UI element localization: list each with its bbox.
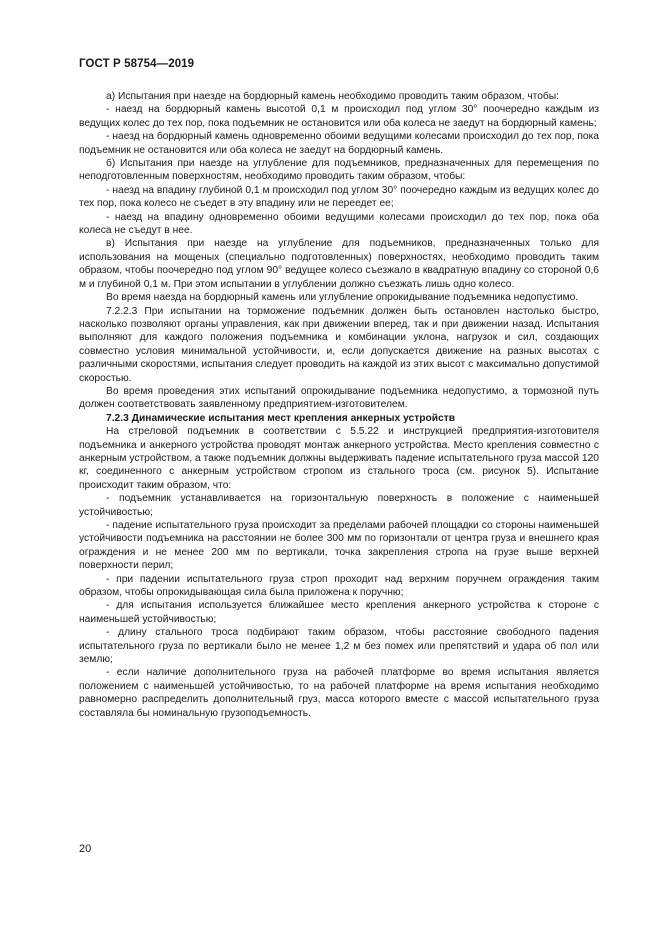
paragraph-7-2-2-3: 7.2.2.3 При испытании на торможение подъемник должен быть остановлен настолько быстро, насколько позволяют органы управления, как при движении вперед, так и при движении назад. Испытания выполняют для каждого положения подъемника и комбинации уклона, нагрузок и сил, создающих совместно условия минимальной устойчивости, и, если допускается движение на разных высотах с различными скоростями, испытания следует проводить на каждой из этих высот с максимально допустимой скоростью.	[79, 305, 599, 384]
paragraph: Во время наезда на бордюрный камень или углубление опрокидывание подъемника недопустимо.	[106, 292, 579, 304]
list-item: - если наличие дополнительного груза на рабочей платформе во время испытания является положением с наименьшей устойчивостью, то на рабочей платформе на время испытания необходимо равномерно распределить дополнительный груз, масса которого вместе с массой испытательного груза составляла бы номинальную грузоподъемность.	[79, 667, 599, 719]
list-item: - наезд на впадину глубиной 0,1 м происходил под углом 30° поочередно каждым из ведущих колес до тех пор, пока колесо не съедет в эту впадину или не переедет ее;	[79, 184, 599, 210]
list-item: - наезд на бордюрный камень высотой 0,1 м происходил под углом 30° поочередно каждым из ведущих колес до тех пор, пока подъемник не остановится или оба колеса не заедут на бордюрный камень;	[79, 104, 599, 129]
document-body	[79, 90, 599, 720]
list-item: - наезд на впадину одновременно обоими ведущими колесами происходил до тех пор, пока оба колеса не съедут в нее.	[79, 211, 599, 237]
paragraph-a-intro: а) Испытания при наезде на бордюрный камень необходимо проводить таким образом, чтобы:	[106, 91, 560, 102]
paragraph-b-intro: б) Испытания при наезде на углубление для подъемников, предназначенных для перемещения по неподготовленным поверхностям, необходимо проводить таким образом, чтобы:	[79, 158, 599, 183]
paragraph-v: в) Испытания при наезде на углубление для подъемников, предназначенных только для использования на мощеных (специально подготовленных) поверхностях, необходимо проводить таким образом, чтобы поочередно под углом 90° ведущее колесо съезжало в квадратную впадину со стороной 0,6 м и глубиной 0,1 м. При этом испытании в углублении должно съезжать лишь одно колесо.	[79, 238, 599, 290]
list-item: - падение испытательного груза происходит за пределами рабочей площадки со стороны наименьшей устойчивости подъемника на расстоянии не более 300 мм по горизонтали от центра груза и внешнего края ограждения и не менее 200 мм по вертикали, точка закрепления стропа на грузе выше верхней поверхности перил;	[79, 520, 599, 572]
document-header: ГОСТ Р 58754—2019	[79, 58, 195, 70]
list-item: - для испытания используется ближайшее место крепления анкерного устройства к стороне с наименьшей устойчивостью;	[79, 600, 599, 625]
list-item: - подъемник устанавливается на горизонтальную поверхность в положение с наименьшей устойчивостью;	[79, 493, 599, 518]
list-item: - длину стального троса подбирают таким образом, чтобы расстояние свободного падения испытательного груза по вертикали было не менее 1,2 м без помех или препятствий и удара об пол или землю;	[79, 627, 599, 666]
list-item: - наезд на бордюрный камень одновременно обоими ведущими колесами происходил до тех пор, пока подъемник не остановится или оба колеса не заедут на бордюрный камень.	[79, 131, 599, 156]
list-item: - при падении испытательного груза строп проходит над верхним поручнем ограждения таким образом, чтобы опрокидывающая сила была приложена к поручню;	[79, 573, 599, 599]
paragraph: Во время проведения этих испытаний опрокидывание подъемника недопустимо, а тормозной путь должен соответствовать заявленному предприятием-изготовителем.	[79, 385, 599, 411]
paragraph: На стреловой подъемник в соответствии с 5.5.22 и инструкцией предприятия-изготовителя подъемника и анкерного устройства проводят монтаж анкерного устройства. Место крепления совместно с анкерным устройством, а также подъемник должны выдерживать падение испытательного груза массой 120 кг, соединенного с анкерным устройством стропом из стального троса (см. рисунок 5). Испытание происходит таким образом, что:	[79, 426, 599, 491]
page-number: 20	[79, 843, 92, 855]
section-heading-7-2-3: 7.2.3 Динамические испытания мест крепления анкерных устройств	[106, 412, 456, 424]
